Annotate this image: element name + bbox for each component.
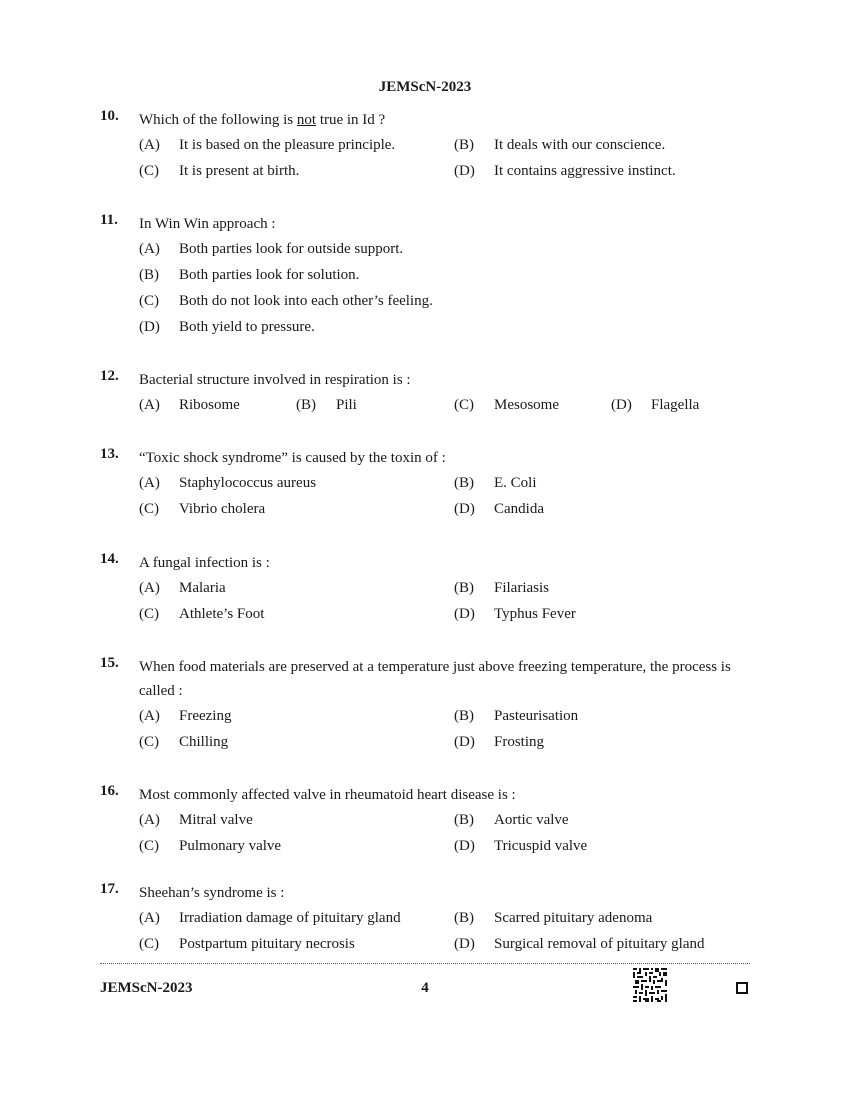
footer-divider [100,963,750,964]
question-text: Most commonly affected valve in rheumatoid heart disease is : [139,787,516,803]
question-text: Bacterial structure involved in respiration is : [139,372,411,388]
page-header-code: JEMScN-2023 [378,79,472,95]
question-number: 11. [100,212,118,228]
question-number: 16. [100,783,119,799]
question-text: When food materials are preserved at a temperature just above freezing temperature, the process is called : [139,659,731,699]
corner-square-mark [736,982,748,994]
question-text: Which of the following is not true in Id ? [139,112,386,128]
underlined-word: not [296,112,317,128]
question-text: “Toxic shock syndrome” is caused by the toxin of : [139,450,446,466]
question-text: In Win Win approach : [139,216,276,232]
question-number: 13. [100,446,119,462]
question-text: A fungal infection is : [139,555,270,571]
question-text: Sheehan’s syndrome is : [139,885,285,901]
question-number: 14. [100,551,119,567]
page-number: 4 [421,980,429,996]
question-number: 17. [100,881,119,897]
qr-code-icon [633,968,667,1002]
footer-code: JEMScN-2023 [100,980,193,996]
question-number: 15. [100,655,119,671]
question-number: 12. [100,368,119,384]
question-number: 10. [100,108,119,124]
